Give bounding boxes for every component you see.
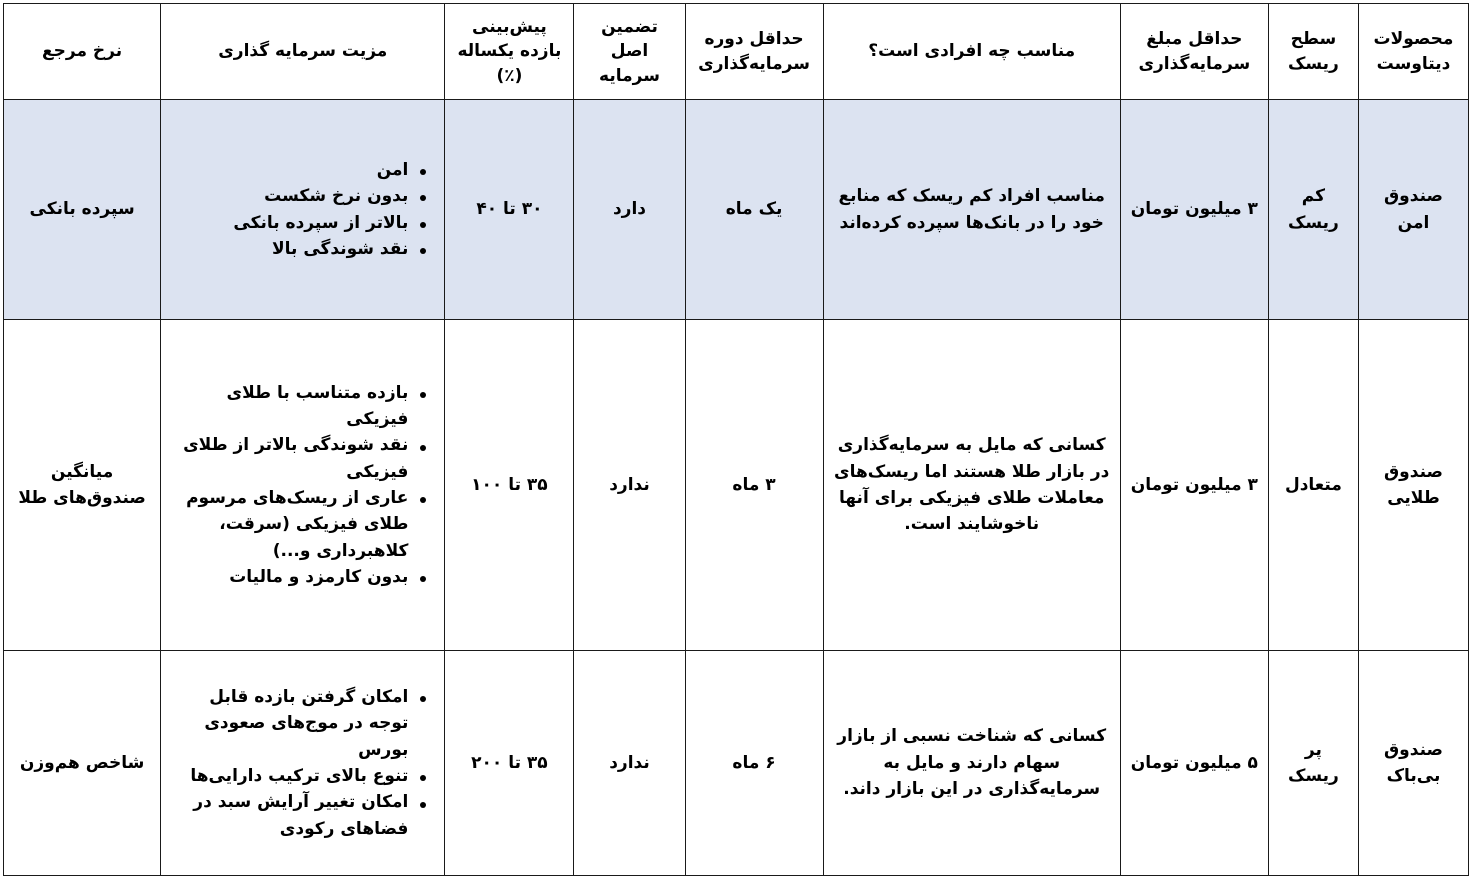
comparison-table-container [3,3,1469,875]
cell-annual-forecast: ۳۵ تا ۱۰۰ [445,320,574,651]
list-item: امن [171,157,408,183]
cell-product: صندوق امن [1358,100,1468,320]
header-suitable-for: مناسب چه افرادی است؟ [823,4,1120,100]
header-risk-level: سطح ریسک [1268,4,1358,100]
list-item: عاری از ریسک‌های مرسوم طلای فیزیکی (سرقت، کلاهبرداری و...) [171,485,408,564]
list-item: امکان گرفتن بازده قابل توجه در موج‌های صعودی بورس [171,684,408,763]
cell-reference-rate: شاخص هم‌وزن [4,651,161,876]
list-item: بدون کارمزد و مالیات [171,564,408,590]
cell-annual-forecast: ۳۰ تا ۴۰ [445,100,574,320]
header-annual-forecast: پیش‌بینی بازده یکساله (٪) [445,4,574,100]
cell-principal-guarantee: ندارد [574,320,685,651]
cell-min-amount: ۳ میلیون تومان [1120,320,1268,651]
cell-suitable-for [823,651,1120,876]
table-row [4,320,1469,651]
list-item: نقد شوندگی بالا [171,236,408,262]
cell-min-amount: ۵ میلیون تومان [1120,651,1268,876]
table-row [4,100,1469,320]
cell-investment-benefit [161,651,445,876]
cell-min-period: یک ماه [685,100,823,320]
header-investment-benefit: مزیت سرمایه گذاری [161,4,445,100]
list-item: بازده متناسب با طلای فیزیکی [171,380,408,433]
benefits-list [171,157,430,262]
header-reference-rate: نرخ مرجع [4,4,161,100]
list-item: بالاتر از سپرده بانکی [171,210,408,236]
cell-investment-benefit [161,320,445,651]
cell-risk-level: کم ریسک [1268,100,1358,320]
cell-risk-level: پر ریسک [1268,651,1358,876]
suitable-for-text: کسانی که مایل به سرمایه‌گذاری در بازار طلا هستند اما ریسک‌های معاملات طلای فیزیکی برای آنها ناخوشایند است. [834,435,1110,535]
header-principal-guarantee: تضمین اصل سرمایه [574,4,685,100]
header-product: محصولات دیتاوست [1358,4,1468,100]
table-row [4,651,1469,876]
cell-suitable-for [823,100,1120,320]
suitable-for-text: مناسب افراد کم ریسک که منابع خود را در بانک‌ها سپرده کرده‌اند [838,186,1105,233]
cell-min-amount: ۳ میلیون تومان [1120,100,1268,320]
benefits-list [171,684,430,842]
cell-principal-guarantee: دارد [574,100,685,320]
list-item: امکان تغییر آرایش سبد در فضاهای رکودی [171,789,408,842]
suitable-for-text: کسانی که شناخت نسبی از بازار سهام دارند و مایل به سرمایه‌گذاری در این بازار داند. [837,726,1107,800]
cell-annual-forecast: ۳۵ تا ۲۰۰ [445,651,574,876]
header-row [4,4,1469,100]
cell-principal-guarantee: ندارد [574,651,685,876]
cell-product: صندوق بی‌باک [1358,651,1468,876]
cell-reference-rate: میانگین صندوق‌های طلا [4,320,161,651]
list-item: بدون نرخ شکست [171,183,408,209]
products-comparison-table [3,3,1469,876]
header-min-period: حداقل دوره سرمایه‌گذاری [685,4,823,100]
benefits-list [171,380,430,591]
header-min-amount: حداقل مبلغ سرمایه‌گذاری [1120,4,1268,100]
cell-min-period: ۶ ماه [685,651,823,876]
cell-reference-rate: سپرده بانکی [4,100,161,320]
list-item: نقد شوندگی بالاتر از طلای فیزیکی [171,432,408,485]
cell-investment-benefit [161,100,445,320]
cell-product: صندوق طلایی [1358,320,1468,651]
list-item: تنوع بالای ترکیب دارایی‌ها [171,763,408,789]
cell-risk-level: متعادل [1268,320,1358,651]
cell-min-period: ۳ ماه [685,320,823,651]
cell-suitable-for [823,320,1120,651]
